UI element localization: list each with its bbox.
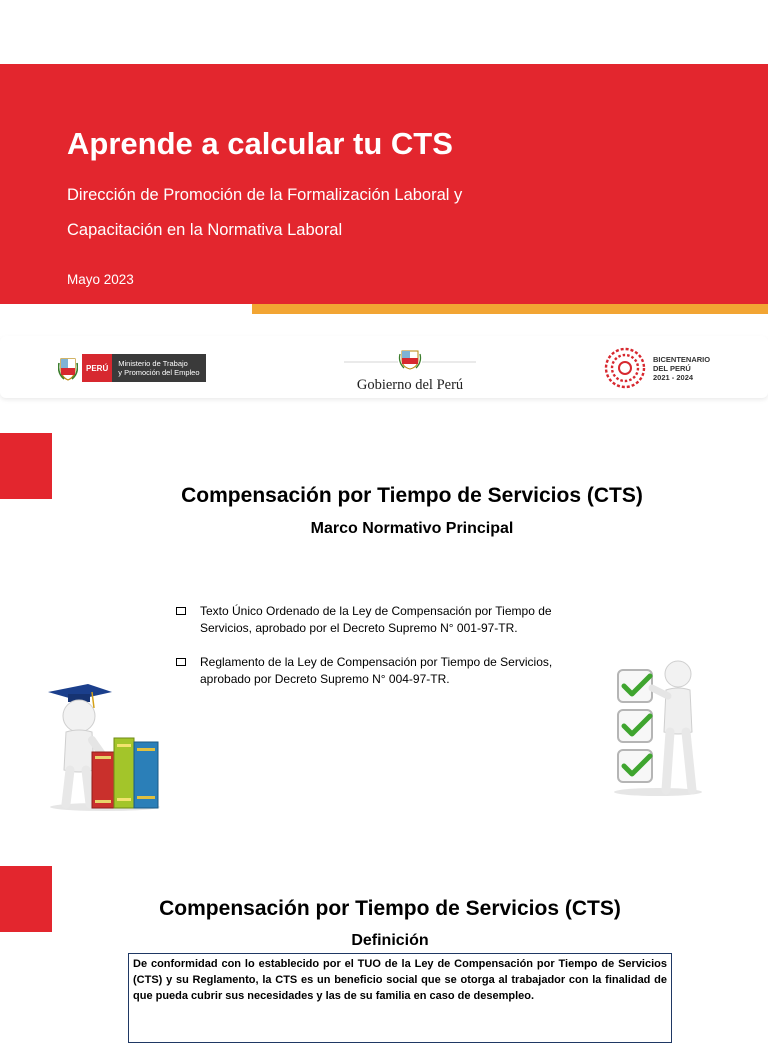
gobierno-del-peru-logo xyxy=(340,348,480,392)
coat-of-arms-icon xyxy=(340,348,480,370)
checklist-figure-illustration xyxy=(606,660,710,800)
bullet-text: Texto Único Ordenado de la Ley de Compensación por Tiempo de Servicios, aprobado por el Decreto Supremo N° 001-97-TR. xyxy=(200,604,552,635)
slide-3-subtitle: Definición xyxy=(351,932,429,949)
ministerio-trabajo-logo xyxy=(58,353,206,383)
checkbox-bullet-icon xyxy=(176,607,186,615)
list-item xyxy=(176,603,596,637)
presentation-title: Aprende a calcular tu CTS xyxy=(67,126,453,161)
bicentenario-label xyxy=(653,355,710,382)
bicentenario-label-line-1: BICENTENARIO xyxy=(653,354,711,364)
slide-3-title: Compensación por Tiempo de Servicios (CTS) xyxy=(159,897,621,920)
presentation-subtitle-line-2: Capacitación en la Normativa Laboral xyxy=(67,221,343,239)
ministerio-label-line-2: y Promoción del Empleo xyxy=(118,368,200,377)
presentation-date: Mayo 2023 xyxy=(67,272,134,287)
definition-box: De conformidad con lo establecido por el TUO de la Ley de Compensación por Tiempo de Servicios (CTS) y su Reglamento, la CTS es un beneficio social que se otorga al trabajador con la finalidad de que pueda cubrir sus necesidades y las de su familia en caso de desempleo. xyxy=(128,953,672,1043)
peru-coat-of-arms-icon xyxy=(58,355,78,381)
title-banner xyxy=(0,64,768,304)
peru-label: PERÚ xyxy=(82,354,112,382)
ministerio-label xyxy=(112,354,205,382)
graduate-with-books-illustration xyxy=(40,682,165,812)
accent-bar xyxy=(252,304,768,314)
slide-2-subtitle: Marco Normativo Principal xyxy=(310,520,514,537)
bicentenario-emblem-icon xyxy=(603,346,647,390)
presentation-subtitle-line-1: Dirección de Promoción de la Formalización Laboral y xyxy=(67,186,463,204)
ministerio-label-line-1: Ministerio de Trabajo xyxy=(118,359,188,368)
bicentenario-label-line-2: DEL PERÚ xyxy=(653,363,691,373)
bullet-text: Reglamento de la Ley de Compensación por Tiempo de Servicios, aprobado por Decreto Supremo N° 004-97-TR. xyxy=(200,655,553,686)
checkbox-bullet-icon xyxy=(176,658,186,666)
slide-2-title: Compensación por Tiempo de Servicios (CTS) xyxy=(181,484,643,507)
bicentenario-label-line-3: 2021 - 2024 xyxy=(653,372,694,382)
list-item xyxy=(176,654,596,688)
gobierno-label: Gobierno del Perú xyxy=(356,377,464,393)
bicentenario-logo xyxy=(603,346,710,390)
